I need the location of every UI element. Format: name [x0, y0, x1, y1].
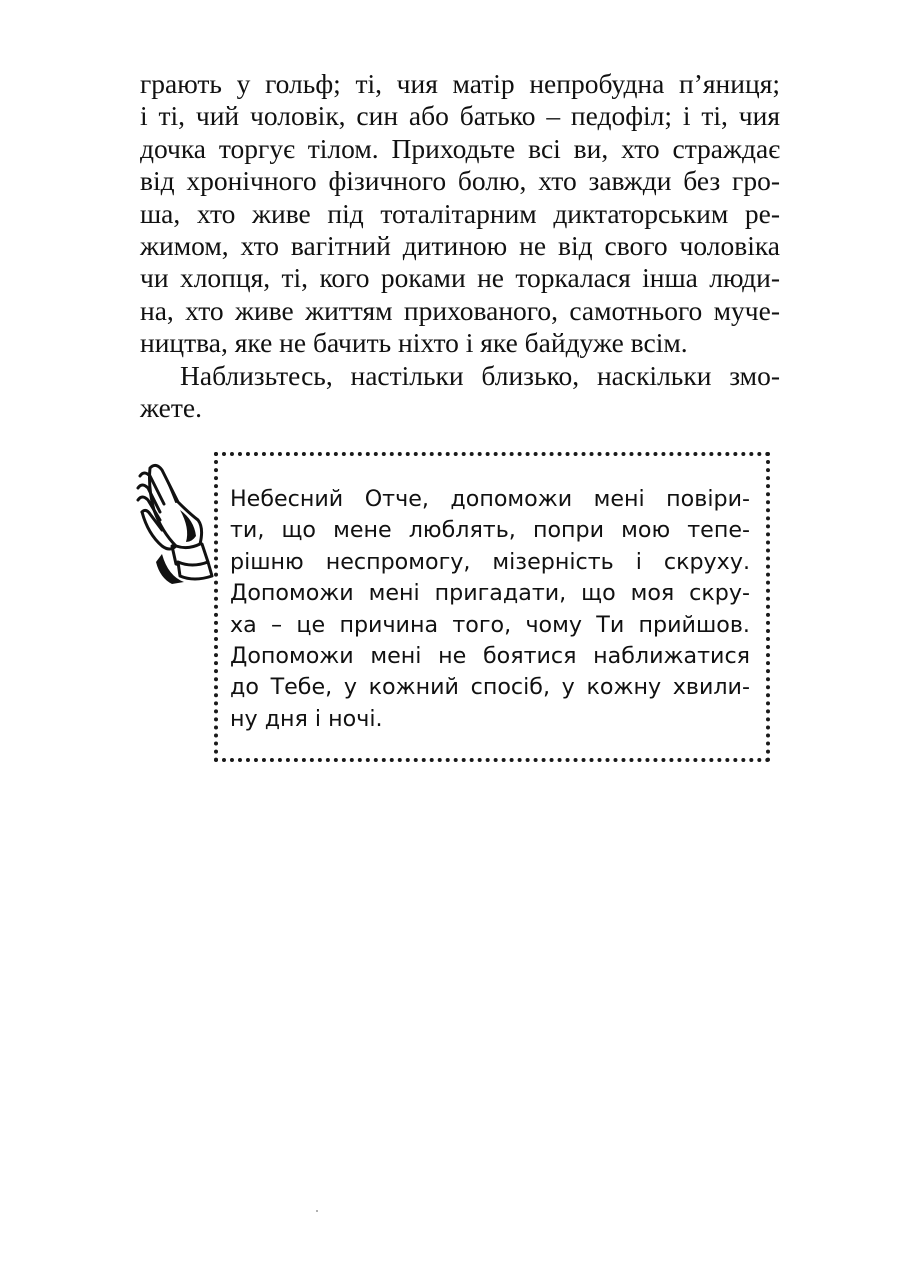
prayer-text — [230, 484, 750, 735]
prayer-line: Допоможи мені пригадати, що моя скру- — [230, 580, 750, 607]
prayer-line: до Тебе, у кожний спосіб, у кожну хвили- — [230, 674, 750, 701]
body-line: грають у гольф; ті, чия матір непробудна п’яниця; — [140, 68, 780, 99]
prayer-line: Допоможи мені не боятися наближатися — [230, 643, 750, 670]
body-line: жимом, хто вагітний дитиною не від свого чоловіка — [140, 230, 780, 262]
prayer-line: рішню неспромогу, мізерність і скруху. — [230, 548, 750, 575]
body-line: від хронічного фізичного болю, хто завжди без гро- — [140, 165, 780, 197]
prayer-line: Небесний Отче, допоможи мені повіри- — [230, 486, 750, 512]
body-line: ша, хто живе під тоталітарним диктаторським ре- — [140, 197, 780, 229]
paragraph-line: Наблизьтесь, настільки близько, наскільки змо- — [180, 359, 780, 391]
body-line: дочка торгує тілом. Приходьте всі ви, хто страждає — [140, 132, 780, 164]
page-speck — [316, 1210, 318, 1212]
prayer-line: ха – це причина того, чому Ти прийшов. — [230, 611, 750, 638]
body-line: і ті, чий чоловік, син або батько – педофіл; і ті, чия — [140, 100, 780, 132]
body-text — [140, 68, 780, 424]
prayer-line: ти, що мене люблять, попри мою тепе- — [230, 517, 750, 544]
praying-hands-icon — [132, 458, 224, 586]
paragraph-line: жете. — [140, 392, 202, 424]
prayer-line: ну дня і ночі. — [230, 705, 383, 732]
body-line: ництва, яке не бачить ніхто і яке байдуже всім. — [140, 327, 688, 359]
body-line: чи хлопця, ті, кого роками не торкалася інша люди- — [140, 262, 780, 294]
body-line: на, хто живе життям прихованого, самотнього муче- — [140, 294, 780, 326]
